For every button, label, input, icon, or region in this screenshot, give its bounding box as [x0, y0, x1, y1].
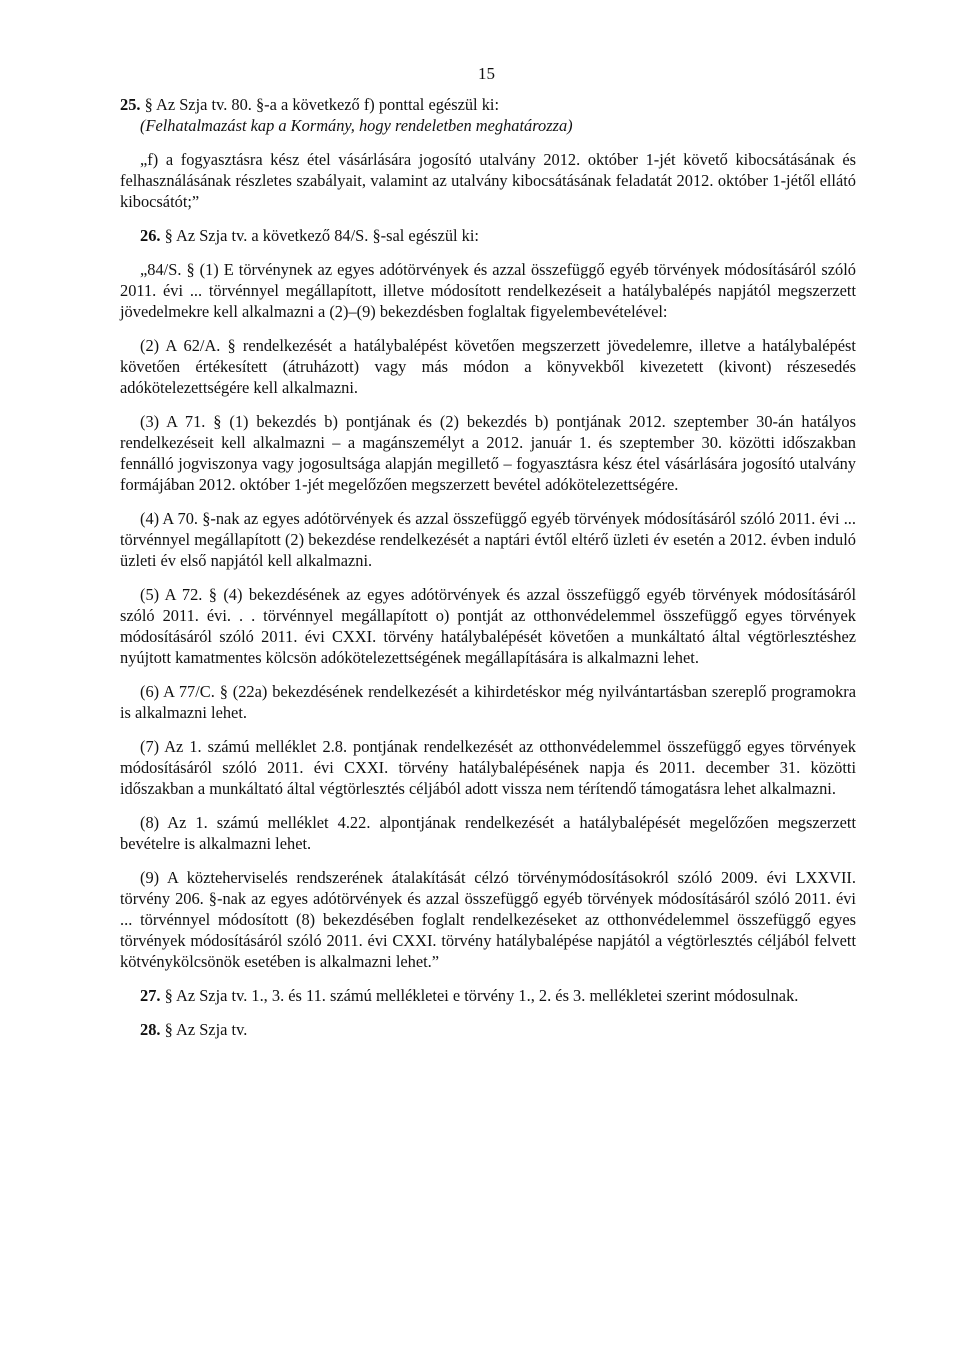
paragraph-84s-4: (4) A 70. §-nak az egyes adótörvények és azzal összefüggő egyéb törvények módosításáról szóló 2011. évi ... törvénnyel megállapított (2) bekezdése rendelkezését a naptári évtől eltérő üzleti év esetén a 2012. évben induló üzleti év első napjától kell alkalmazni.	[120, 509, 856, 570]
paragraph-84s-2: (2) A 62/A. § rendelkezését a hatálybalépést követően megszerzett jövedelemre, illetve a hatálybalépést követően értékesített (átruházott) vagy más módon a könyvekből kivezetett (kivont) részesedés adókötelezettségére kell alkalmazni.	[120, 336, 856, 397]
section-number: 28.	[140, 1020, 161, 1039]
quote-italic-text: (Felhatalmazást kap a Kormány, hogy rendeletben meghatározza)	[140, 116, 573, 135]
section-text: § Az Szja tv.	[160, 1020, 248, 1039]
paragraph-84s-1: „84/S. § (1) E törvénynek az egyes adótörvények és azzal összefüggő egyéb törvények módosításáról szóló 2011. évi ... törvénnyel megállapított, illetve módosított rendelkezéseit a hatálybalépés napjától megszerzett jövedelmekre kell alkalmazni a (2)–(9) bekezdésben foglaltak figyelembevételével:	[120, 260, 856, 321]
section-text: § Az Szja tv. a következő 84/S. §-sal egészül ki:	[160, 226, 479, 245]
document-body	[120, 94, 856, 1040]
paragraph-84s-7: (7) Az 1. számú melléklet 2.8. pontjának rendelkezését az otthonvédelemmel összefüggő egyes törvények módosításáról szóló 2011. évi CXXI. törvény hatálybalépésének napja és 2011. december 31. közötti időszakban a munkáltató által végtörlesztés céljából adott vissza nem térítendő támogatásra lehet alkalmazni.	[120, 737, 856, 798]
section-text: § Az Szja tv. 80. §-a a következő f) ponttal egészül ki:	[140, 95, 500, 114]
paragraph-84s-5: (5) A 72. § (4) bekezdésének az egyes adótörvények és azzal összefüggő egyéb törvények módosításáról szóló 2011. évi. . . törvénnyel megállapított o) pontját az otthonvédelemmel összefüggő egyes törvények módosításáról szóló 2011. évi CXXI. törvény hatálybalépését követően a munkáltató által végtörlesztéshez nyújtott kamatmentes kölcsön adókötelezettségének megállapítására is alkalmazni lehet.	[120, 585, 856, 667]
paragraph-84s-8: (8) Az 1. számú melléklet 4.22. alpontjának rendelkezését a hatálybalépését megelőzően megszerzett bevételre is alkalmazni lehet.	[120, 813, 856, 853]
section-number: 27.	[140, 986, 161, 1005]
paragraph-84s-9: (9) A közteherviselés rendszerének átalakítását célzó törvénymódosításokról szóló 2009. évi LXXVII. törvény 206. §-nak az egyes adótörvények és azzal összefüggő egyéb törvények módosításáról szóló 2011. évi ... törvénnyel módosított (8) bekezdésében foglalt rendelkezéseket az otthonvédelemmel összefüggő egyes törvények módosításáról szóló 2011. évi CXXI. törvény hatálybalépése napjától a végtörlesztés céljából felvett kötvénykölcsönök esetében is alkalmazni lehet.”	[120, 868, 856, 971]
section-26	[120, 225, 856, 246]
page-number: 15	[478, 64, 495, 83]
paragraph-84s-6: (6) A 77/C. § (22a) bekezdésének rendelkezését a kihirdetéskor még nyilvántartásban szereplő programokra is alkalmazni lehet.	[120, 682, 856, 722]
section-number: 25.	[120, 95, 141, 114]
section-28	[120, 1019, 856, 1040]
paragraph: „f) a fogyasztásra kész étel vásárlására jogosító utalvány 2012. október 1-jét követő kibocsátásának és felhasználásának részletes szabályait, valamint az utalvány kibocsátásának feladatát 2012. október 1-jétől ellátó kibocsátót;”	[120, 150, 856, 211]
paragraph-84s-3: (3) A 71. § (1) bekezdés b) pontjának és (2) bekezdés b) pontjának 2012. szeptember 30-án hatályos rendelkezéseit kell alkalmazni – a magánszemélyt a 2012. január 1. és szeptember 30. közötti időszakban fennálló jogviszonya vagy jogosultsága alapján megillető – fogyasztásra kész étel vásárlására jogosító utalvány formájában 2012. október 1-jét megelőzően megszerzett bevétel adókötelezettségére.	[120, 412, 856, 494]
quote-italic	[120, 115, 856, 136]
section-number: 26.	[140, 226, 161, 245]
section-text: § Az Szja tv. 1., 3. és 11. számú mellékletei e törvény 1., 2. és 3. mellékletei szerint módosulnak.	[160, 986, 799, 1005]
section-25	[120, 94, 856, 115]
section-27	[120, 985, 856, 1006]
